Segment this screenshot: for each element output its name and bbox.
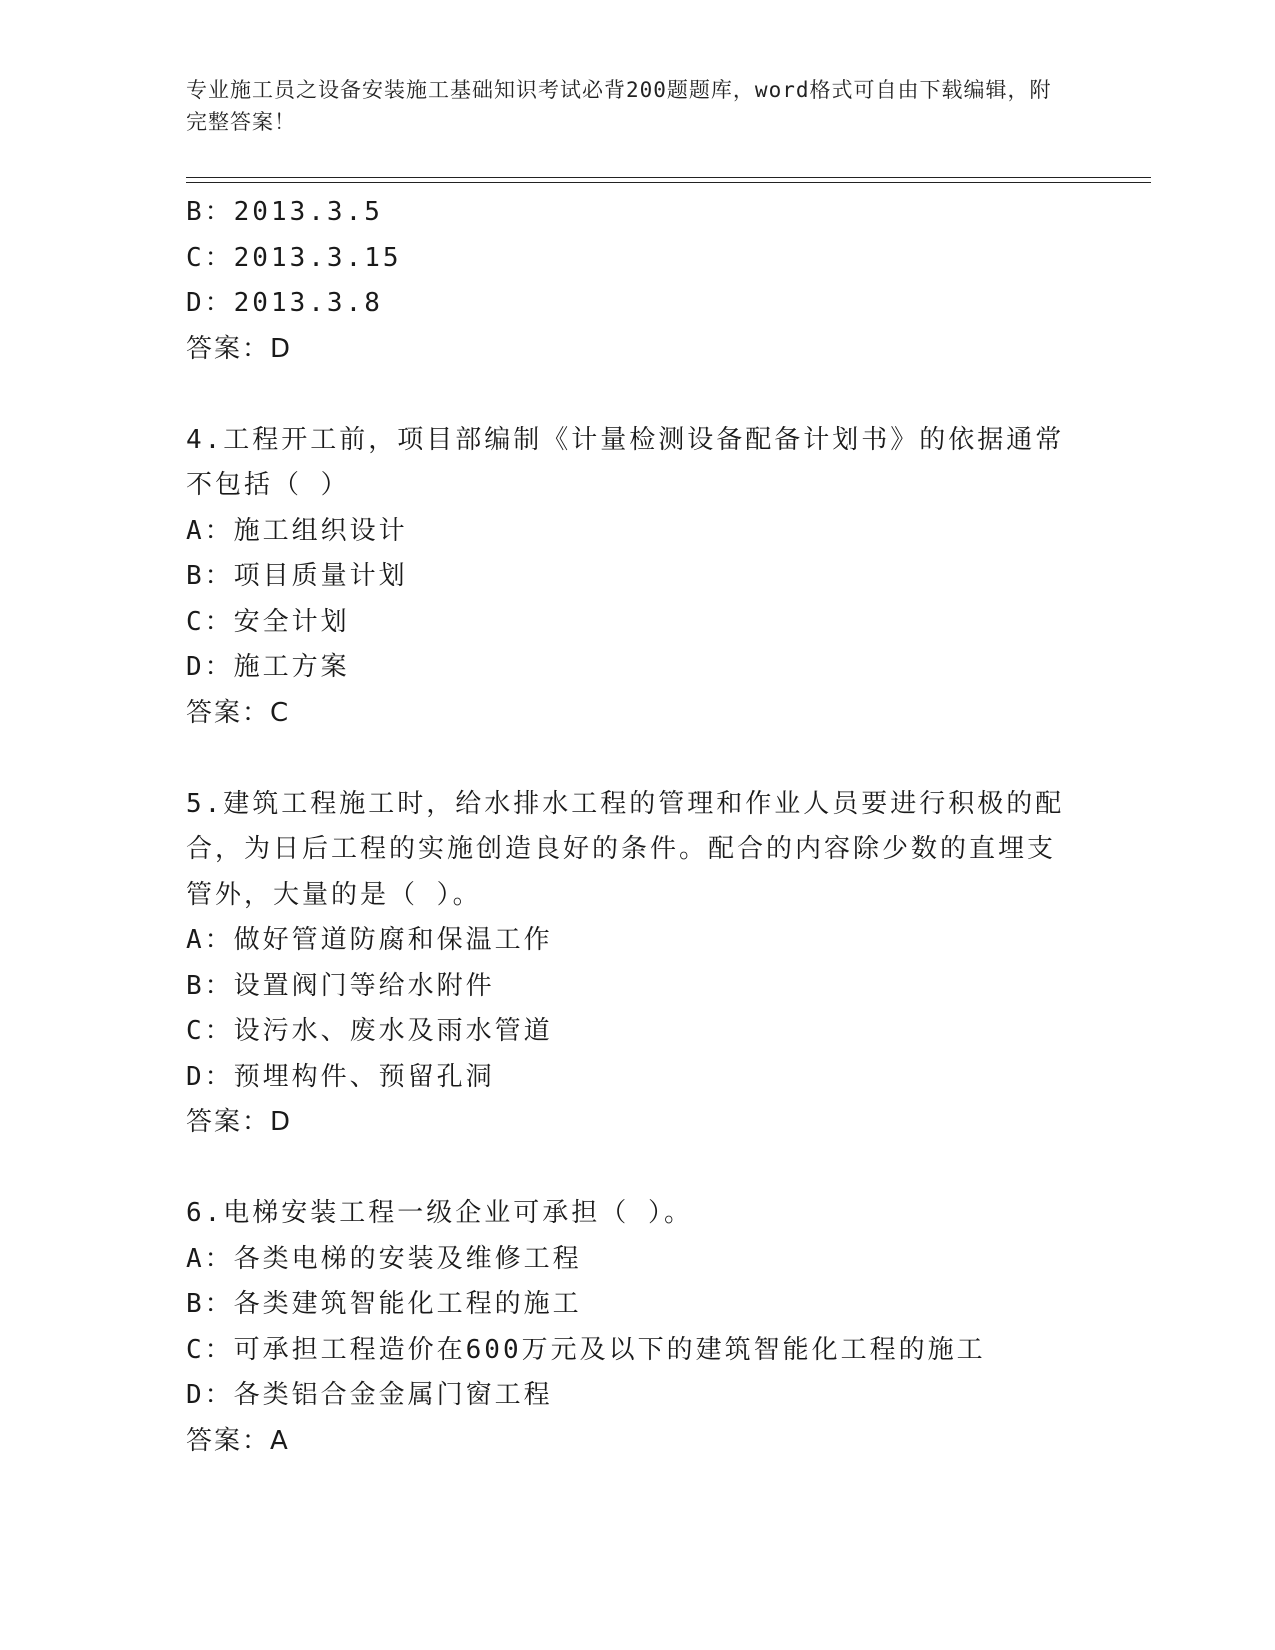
option-a: A：施工组织设计 [186, 515, 408, 546]
question-6 [186, 1191, 1066, 1464]
option-c: C：安全计划 [186, 606, 350, 637]
answer-line: 答案：A [186, 1425, 290, 1456]
option-b: B：项目质量计划 [186, 561, 408, 591]
question-content [186, 190, 1066, 1464]
question-text: 6.电梯安装工程一级企业可承担（ ）。 [186, 1198, 693, 1228]
option-d: D：2013.3.8 [186, 288, 383, 318]
option-a: A：各类电梯的安装及维修工程 [186, 1243, 582, 1274]
question-4 [186, 418, 1066, 737]
spacer [186, 1146, 1066, 1192]
spacer [186, 372, 1066, 418]
header-rule-bottom [186, 182, 1151, 183]
option-d: D：施工方案 [186, 652, 350, 682]
option-b: B：2013.3.5 [186, 197, 383, 227]
option-d: D：预埋构件、预留孔洞 [186, 1061, 495, 1092]
spacer [186, 736, 1066, 782]
page-header: 专业施工员之设备安装施工基础知识考试必背200题题库，word格式可自由下载编辑，附完整答案！ [186, 78, 1052, 134]
question-text: 5.建筑工程施工时，给水排水工程的管理和作业人员要进行积极的配合，为日后工程的实施创造良好的条件。配合的内容除少数的直埋支管外，大量的是（ ）。 [186, 788, 1065, 910]
option-c: C：设污水、废水及雨水管道 [186, 1016, 553, 1046]
option-a: A：做好管道防腐和保温工作 [186, 925, 553, 955]
question-3-partial [186, 190, 1066, 372]
header-rule-top [186, 177, 1151, 178]
option-b: B：设置阀门等给水附件 [186, 970, 495, 1001]
answer-line: 答案：D [186, 333, 293, 364]
option-b: B：各类建筑智能化工程的施工 [186, 1289, 582, 1319]
option-d: D：各类铝合金金属门窗工程 [186, 1380, 553, 1410]
option-c: C：2013.3.15 [186, 242, 402, 273]
option-c: C：可承担工程造价在600万元及以下的建筑智能化工程的施工 [186, 1334, 986, 1365]
answer-line: 答案：D [186, 1107, 293, 1137]
question-5 [186, 782, 1066, 1146]
answer-line: 答案：C [186, 697, 291, 728]
question-text: 4.工程开工前，项目部编制《计量检测设备配备计划书》的依据通常不包括（ ） [186, 424, 1065, 500]
